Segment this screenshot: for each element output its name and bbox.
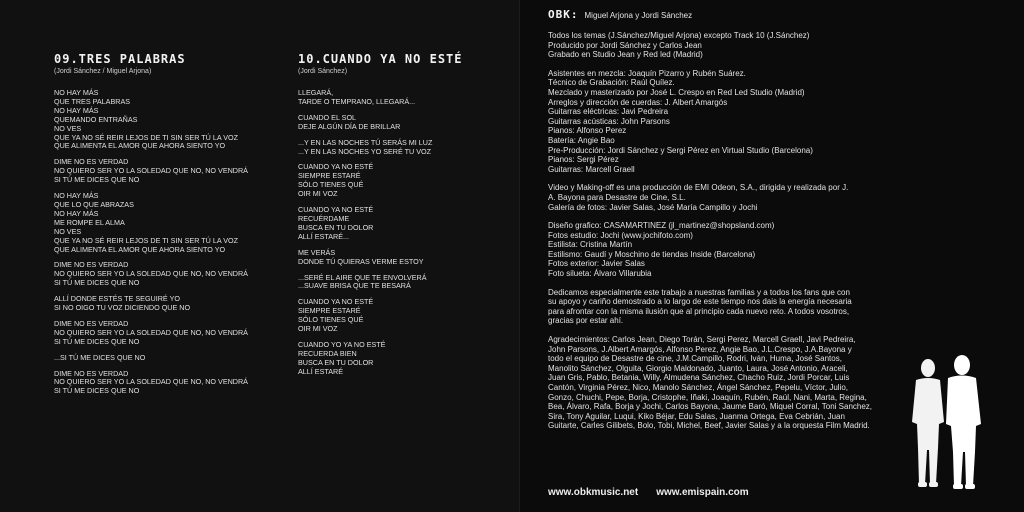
lyric-line: DIME NO ES VERDAD bbox=[54, 318, 129, 328]
song-title: 09.TRES PALABRAS bbox=[54, 52, 186, 66]
lyric-stanza bbox=[298, 249, 508, 267]
credit-line: Guitarras eléctricas: Javi Pedreira bbox=[548, 107, 669, 117]
credit-line: gracias por estar ahí. bbox=[548, 316, 624, 326]
lyric-line: DIME NO ES VERDAD bbox=[54, 368, 129, 378]
lyric-line: QUEMANDO ENTRAÑAS bbox=[54, 114, 138, 124]
credit-line: Dedicamos especialmente este trabajo a nuestras familias y a todos los fans que con bbox=[548, 287, 850, 297]
song-title: 10.CUANDO YA NO ESTÉ bbox=[298, 52, 463, 66]
lyric-line: RECUÉRDAME bbox=[298, 213, 350, 223]
credit-line: Foto silueta: Álvaro Villarubia bbox=[548, 269, 652, 279]
lyric-line: QUE ALIMENTA EL AMOR QUE AHORA SIENTO YO bbox=[54, 244, 226, 254]
right-figure-silhouette bbox=[946, 355, 981, 489]
lyric-stanza bbox=[298, 114, 508, 132]
lyric-line: QUE YA NO SÉ REIR LEJOS DE TI SIN SER TÚ LA VOZ bbox=[54, 235, 238, 245]
credit-line: Pianos: Sergi Pérez bbox=[548, 155, 619, 165]
lyric-stanza bbox=[54, 192, 289, 254]
lyric-line: CUANDO YA NO ESTÉ bbox=[298, 162, 374, 172]
lyric-line: ALLÍ ESTARÉ bbox=[298, 366, 344, 376]
credit-line: Producido por Jordi Sánchez y Carlos Jean bbox=[548, 40, 702, 50]
credit-line: Guitarras: Marcell Graell bbox=[548, 164, 635, 174]
credit-line: Fotos estudio: Jochi (www.jochifoto.com) bbox=[548, 230, 693, 240]
lyric-stanza bbox=[298, 298, 508, 334]
lyric-line: ...SUAVE BRISA QUE TE BESARÁ bbox=[298, 281, 411, 291]
lyric-stanza bbox=[54, 158, 289, 185]
lyric-line: RECUERDA BIEN bbox=[298, 348, 357, 358]
lyric-line: CUANDO YA NO ESTÉ bbox=[298, 297, 374, 307]
lyric-line: NO HAY MÁS bbox=[54, 208, 99, 218]
credit-line: Todos los temas (J.Sánchez/Miguel Arjona) excepto Track 10 (J.Sánchez) bbox=[548, 31, 810, 40]
song-column-cuando-ya-no-este bbox=[298, 52, 508, 384]
lyric-line: LLEGARÁ, bbox=[298, 88, 334, 97]
credit-line: Técnico de Grabación: Raúl Quílez. bbox=[548, 78, 675, 88]
song-authors: (Jordi Sánchez) bbox=[298, 68, 348, 75]
lyric-line: SI TÚ ME DICES QUE NO bbox=[54, 175, 140, 185]
credit-line: Fotos exterior: Javier Salas bbox=[548, 259, 645, 269]
lyric-line: SI TÚ ME DICES QUE NO bbox=[54, 386, 140, 396]
credit-block bbox=[548, 183, 908, 212]
lyric-stanza bbox=[298, 139, 508, 157]
lyric-line: TARDE O TEMPRANO, LLEGARÁ... bbox=[298, 96, 416, 106]
credit-line: John Parsons, J.Albert Amargós, Alfonso Perez, Angie Bao, J.L.Crespo, J.A.Bayona y bbox=[548, 344, 852, 354]
lyric-line: BUSCA EN TU DOLOR bbox=[298, 222, 374, 232]
lyric-stanza bbox=[54, 354, 289, 363]
lyric-line: NO HAY MÁS bbox=[54, 191, 99, 201]
lyric-line: OIR MI VOZ bbox=[298, 324, 338, 334]
lyric-line: QUE ALIMENTA EL AMOR QUE AHORA SIENTO YO bbox=[54, 141, 226, 151]
lyric-line: ...SI TÚ ME DICES QUE NO bbox=[54, 352, 146, 362]
lyric-line: QUE YA NO SÉ REIR LEJOS DE TI SIN SER TÚ LA VOZ bbox=[54, 132, 238, 142]
credit-line: Guitarte, Carles Gilibets, Bolo, Tobi, Michel, Beef, Javier Salas y a la orquesta Film Madrid. bbox=[548, 421, 870, 431]
lyric-line: QUE LO QUE ABRAZAS bbox=[54, 199, 134, 209]
credit-line: para afrontar con la misma ilusión que al principio cada nuevo reto. A todos vosotros, bbox=[548, 306, 850, 316]
credit-line: Bea, Álvaro, Rafa, Borja y Jochi, Carlos Bayona, Jaume Baró, Miquel Corral, Toni Sanchez, bbox=[548, 402, 873, 412]
lyric-stanza bbox=[54, 295, 289, 313]
lyric-stanza bbox=[54, 320, 289, 347]
lyric-stanza bbox=[298, 206, 508, 242]
lyric-line: NO QUIERO SER YO LA SOLEDAD QUE NO, NO VENDRÁ bbox=[54, 377, 248, 387]
credit-block bbox=[548, 31, 908, 60]
left-figure-silhouette bbox=[912, 359, 944, 487]
credit-block bbox=[548, 335, 908, 431]
lyric-stanza bbox=[54, 370, 289, 397]
website-url-obk[interactable]: www.obkmusic.net bbox=[548, 487, 639, 498]
lyric-line: CUANDO YO YA NO ESTÉ bbox=[298, 339, 386, 349]
lyric-line: ALLÍ DONDE ESTÉS TE SEGUIRÉ YO bbox=[54, 294, 180, 304]
credit-line: Pianos: Alfonso Perez bbox=[548, 126, 627, 136]
lyric-line: BUSCA EN TU DOLOR bbox=[298, 357, 374, 367]
lyric-line: ...SERÉ EL AIRE QUE TE ENVOLVERÁ bbox=[298, 272, 427, 282]
lyric-line: CUANDO YA NO ESTÉ bbox=[298, 205, 374, 215]
lyric-line: DEJE ALGÚN DÍA DE BRILLAR bbox=[298, 121, 401, 131]
credit-line: Arreglos y dirección de cuerdas: J. Albert Amargós bbox=[548, 97, 728, 107]
lyric-stanza bbox=[298, 163, 508, 199]
lyric-stanza bbox=[298, 341, 508, 377]
lyric-stanza bbox=[298, 274, 508, 292]
lyric-line: ALLÍ ESTARÉ... bbox=[298, 231, 349, 241]
credit-blocks bbox=[548, 31, 908, 431]
lyric-line: NO QUIERO SER YO LA SOLEDAD QUE NO, NO VENDRÁ bbox=[54, 166, 248, 176]
credit-line: Juan Gris, Pablo, Betania, Willy, Almudena Sánchez, Chacho Ruiz, Jordi Porcar, Luis bbox=[548, 373, 850, 383]
credit-line: Grabado en Studio Jean y Red led (Madrid) bbox=[548, 50, 703, 60]
song-column-tres-palabras bbox=[54, 52, 289, 403]
credit-line: Video y Making-off es una producción de EMI Odeon, S.A., dirigida y realizada por J. bbox=[548, 183, 849, 193]
lyric-line: ME ROMPE EL ALMA bbox=[54, 217, 125, 227]
lyrics-body bbox=[54, 89, 289, 396]
credit-line: Guitarras acústicas: John Parsons bbox=[548, 116, 670, 126]
band-silhouette-photo bbox=[906, 352, 988, 492]
credit-line: Pre-Producción: Jordi Sánchez y Sergi Pérez en Virtual Studio (Barcelona) bbox=[548, 145, 813, 155]
credit-line: su apoyo y cariño demostrado a lo largo de este tiempo nos dais la energía necesaria bbox=[548, 297, 852, 307]
credit-line: Gonzo, Chuchi, Pepe, Borja, Cristophe, Iñaki, Joaquín, Rubén, Raúl, Nani, Marta, Regina, bbox=[548, 392, 867, 402]
lyric-stanza bbox=[54, 89, 289, 151]
credit-block bbox=[548, 221, 908, 279]
website-url-emi[interactable]: www.emispain.com bbox=[656, 487, 749, 498]
lyric-line: DIME NO ES VERDAD bbox=[54, 260, 129, 270]
lyric-line: SI TÚ ME DICES QUE NO bbox=[54, 336, 140, 346]
lyric-line: SIEMPRE ESTARÉ bbox=[298, 171, 361, 181]
lyric-line: SI TÚ ME DICES QUE NO bbox=[54, 278, 140, 288]
credits-header bbox=[548, 8, 908, 21]
lyric-line: DONDE TÚ QUIERAS VERME ESTOY bbox=[298, 256, 424, 266]
band-members: Miguel Arjona y Jordi Sánchez bbox=[584, 11, 693, 20]
lyric-stanza bbox=[54, 261, 289, 288]
lyric-line: NO VES bbox=[54, 226, 82, 236]
lyric-line: NO VES bbox=[54, 123, 82, 133]
lyric-line: OIR MI VOZ bbox=[298, 189, 338, 199]
lyric-stanza bbox=[298, 89, 508, 107]
lyric-line: SI NO OIGO TU VOZ DICIENDO QUE NO bbox=[54, 303, 191, 313]
credit-block bbox=[548, 288, 908, 326]
lyric-line: SÓLO TIENES QUÉ bbox=[298, 315, 364, 325]
credit-block bbox=[548, 69, 908, 175]
credit-line: Cantón, Virginia Pérez, Nico, Manolo Sánchez, Ángel Sánchez, Pepelu, Víctor, Julio, bbox=[548, 383, 849, 392]
lyric-line: SÓLO TIENES QUÉ bbox=[298, 180, 364, 190]
lyrics-body bbox=[298, 89, 508, 377]
lyric-line: DIME NO ES VERDAD bbox=[54, 157, 129, 167]
lyric-line: SIEMPRE ESTARÉ bbox=[298, 306, 361, 316]
credit-line: Batería: Angie Bao bbox=[548, 135, 615, 145]
lyric-line: QUE TRES PALABRAS bbox=[54, 96, 131, 106]
lyric-line: NO QUIERO SER YO LA SOLEDAD QUE NO, NO VENDRÁ bbox=[54, 269, 248, 279]
lyric-line: NO HAY MÁS bbox=[54, 88, 99, 97]
credit-line: Sira, Tony Aguilar, Luqui, Kiko Béjar, Edu Salas, Juanma Ortega, Eva Cebrián, Juan bbox=[548, 411, 845, 421]
credit-line: Mezclado y masterizado por José L. Crespo en Red Led Studio (Madrid) bbox=[548, 87, 805, 97]
credit-line: Manolito Sánchez, Olguita, Giorgio Maldonado, Juanto, Laura, José Antonio, Araceli, bbox=[548, 363, 848, 373]
lyric-line: CUANDO EL SOL bbox=[298, 112, 357, 122]
credit-line: Estilista: Cristina Martín bbox=[548, 240, 633, 250]
lyric-line: ...Y EN LAS NOCHES YO SERÉ TU VOZ bbox=[298, 146, 432, 156]
credit-line: Agradecimientos: Carlos Jean, Diego Torán, Sergi Perez, Marcell Graell, Javi Pedreira, bbox=[548, 335, 856, 345]
credit-line: todo el equipo de Desastre de cine, J.M.Campillo, Rodri, Iván, Huma, José Santos, bbox=[548, 354, 842, 364]
credit-line: Diseño grafico: CASAMARTINEZ (jl_martinez@shopsland.com) bbox=[548, 221, 775, 231]
lyric-line: NO HAY MÁS bbox=[54, 105, 99, 115]
song-authors: (Jordi Sánchez / Miguel Arjona) bbox=[54, 68, 152, 75]
credits-section bbox=[548, 8, 908, 440]
credit-line: Asistentes en mezcla: Joaquín Pizarro y Rubén Suárez. bbox=[548, 68, 746, 78]
credit-line: Estilismo: Gaudí y Moschino de tiendas Inside (Barcelona) bbox=[548, 249, 756, 259]
website-links bbox=[548, 487, 749, 498]
lyric-line: NO QUIERO SER YO LA SOLEDAD QUE NO, NO VENDRÁ bbox=[54, 327, 248, 337]
credit-line: Galería de fotos: Javier Salas, José María Campillo y Jochi bbox=[548, 202, 758, 212]
credit-line: A. Bayona para Desastre de Cine, S.L. bbox=[548, 192, 686, 202]
lyric-line: ME VERÁS bbox=[298, 247, 336, 257]
lyric-line: ...Y EN LAS NOCHES TÚ SERÁS MI LUZ bbox=[298, 137, 433, 147]
band-logo: OBK: bbox=[548, 8, 579, 21]
